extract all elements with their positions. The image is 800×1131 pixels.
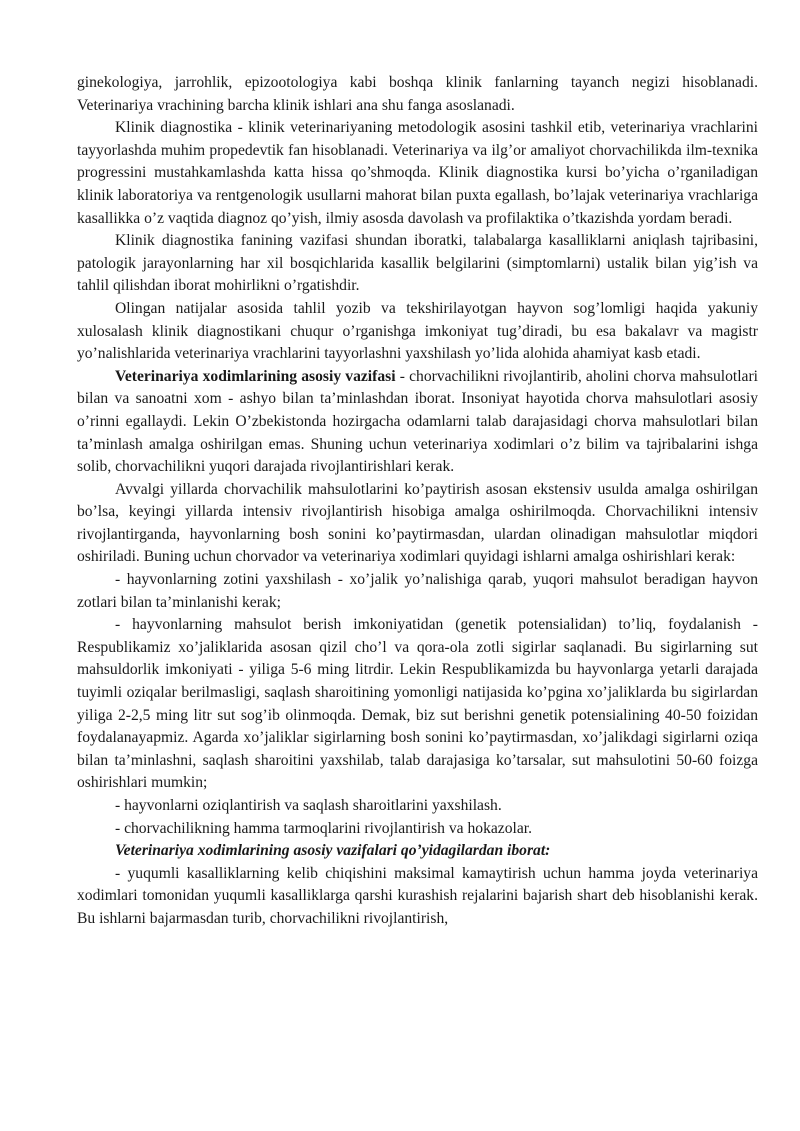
list-item-branches: - chorvachilikning hamma tarmoqlarini rivojlantirish va hokazolar. (115, 819, 533, 837)
paragraph-course-task: Klinik diagnostika fanining vazifasi shundan iboratki, talabalarga kasalliklarni aniqlash tajribasini, patologik jarayonlarning har xil bosqichlarida kasallik belgilarini (simptomlarni) ustalik bilan yig’ish va tahlil qilishdan iborat mohirlikni o’rgatishdir. (77, 232, 758, 295)
main-task-text: - chorvachilikni rivojlantirib, aholini chorva mahsulotlari bilan va sanoatni xom - ashyo bilan ta’minlashdan iborat. Insoniyat hayotida chorva mahsulotlari asosiy o’rinni egallaydi. Lekin O’zbekistonda hozirgacha odamlarni talab darajasidagi chorva mahsulotlari bilan ta’minlash amalga oshirilgan emas. Shuning uchun veterinariya xodimlari o’z bilim va tajribalarini ishga solib, chorvachilikni yuqori darajada rivojlantirishlari kerak. (77, 367, 758, 476)
list-item-breed-improvement: - hayvonlarning zotini yaxshilash - xo’jalik yo’nalishiga qarab, yuqori mahsulot beradigan hayvon zotlari bilan ta’minlanishi kerak; (77, 571, 758, 611)
paragraph-intensive-development: Avvalgi yillarda chorvachilik mahsulotlarini ko’paytirish asosan ekstensiv usulda amalga oshirilgan bo’lsa, keyingi yillarda intensiv rivojlantirish hisobiga amalga oshirilmoqda. Chorvachilikni intensiv rivojlantirganda, hayvonlarning bosh sonini ko’paytirmasdan, ulardan olinadigan mahsulotlar miqdori oshiriladi. Buning uchun chorvador va veterinariya xodimlari quyidagi ishlarni amalga oshirishlari kerak: (77, 480, 758, 566)
list-item-infectious-diseases: - yuqumli kasalliklarning kelib chiqishini maksimal kamaytirish uchun hamma joyda veterinariya xodimlari tomonidan yuqumli kasalliklarga qarshi kurashish rejalarini bajarish shart deb hisoblanishi kerak. Bu ishlarni bajarmasdan turib, chorvachilikni rivojlantirish, (77, 864, 758, 927)
paragraph-results: Olingan natijalar asosida tahlil yozib va tekshirilayotgan hayvon sog’lomligi haqida yakuniy xulosalash klinik diagnostikani chuqur o’rganishga imkoniyat tug’diradi, bu esa bakalavr va magistr yo’nalishlarida veterinariya vrachlarini tayyorlashni yaxshilash yo’lida alohida ahamiyat kasb etadi. (77, 299, 758, 363)
paragraph-continuation: ginekologiya, jarrohlik, epizootologiya kabi boshqa klinik fanlarning tayanch negizi hisoblanadi. Veterinariya vrachining barcha klinik ishlari ana shu fanga asoslanadi. (77, 74, 758, 114)
list-item-genetic-potential: - hayvonlarning mahsulot berish imkoniyatidan (genetik potensialidan) to’liq, foydalanish - Respublikamiz xo’jaliklarida asosan qizil cho’l va qora-ola zotli sigirlar saqlanadi. Bu sigirlarning sut mahsuldorlik imkoniyati - yiliga 5-6 ming litrdir. Lekin Respublikamizda bu hayvonlarga yetarli darajada tuyimli oziqalar berilmasligi, saqlash sharoitining yomonligi natijasida ko’pgina xo’jaliklarda bu sigirlardan yiliga 2-2,5 ming litr sut sog’ib olinmoqda. Demak, biz sut berishni genetik potensialining 40-50 foizidan foydalanayapmiz. Agarda xo’jaliklar sigirlarning bosh sonini ko’paytirmasdan, xo’jalikdagi sigirlarni oziqa bilan ta’minlashni, saqlash sharoitini yaxshilab, talab darajasiga ko’tarsalar, sut mahsulotini 50-60 foizga oshirishlari mumkin; (77, 616, 758, 792)
paragraph-main-task (77, 366, 758, 479)
main-task-heading: Veterinariya xodimlarining asosiy vazifasi (115, 367, 396, 385)
section-heading-tasks: Veterinariya xodimlarining asosiy vazifalari qo’yidagilardan iborat: (115, 842, 551, 860)
paragraph-clinical-diagnostics: Klinik diagnostika - klinik veterinariyaning metodologik asosini tashkil etib, veterinariya vrachlarini tayyorlashda muhim propedevtik fan hisoblanadi. Veterinariya va ilg’or amaliyot chorvachilikda ilm-texnika progressini mustahkamlashda katta hissa qo’shmoqda. Klinik diagnostika kursi bo’yicha o’rganiladigan klinik laboratoriya va rentgenologik usullarni mahorat bilan puxta egallash, bo’lajak veterinariya vrachlariga kasallikka o’z vaqtida diagnoz qo’yish, ilmiy asosda davolash va profilaktika o’tkazishda yordam beradi. (77, 119, 758, 227)
list-item-feeding: - hayvonlarni oziqlantirish va saqlash sharoitlarini yaxshilash. (115, 797, 502, 814)
